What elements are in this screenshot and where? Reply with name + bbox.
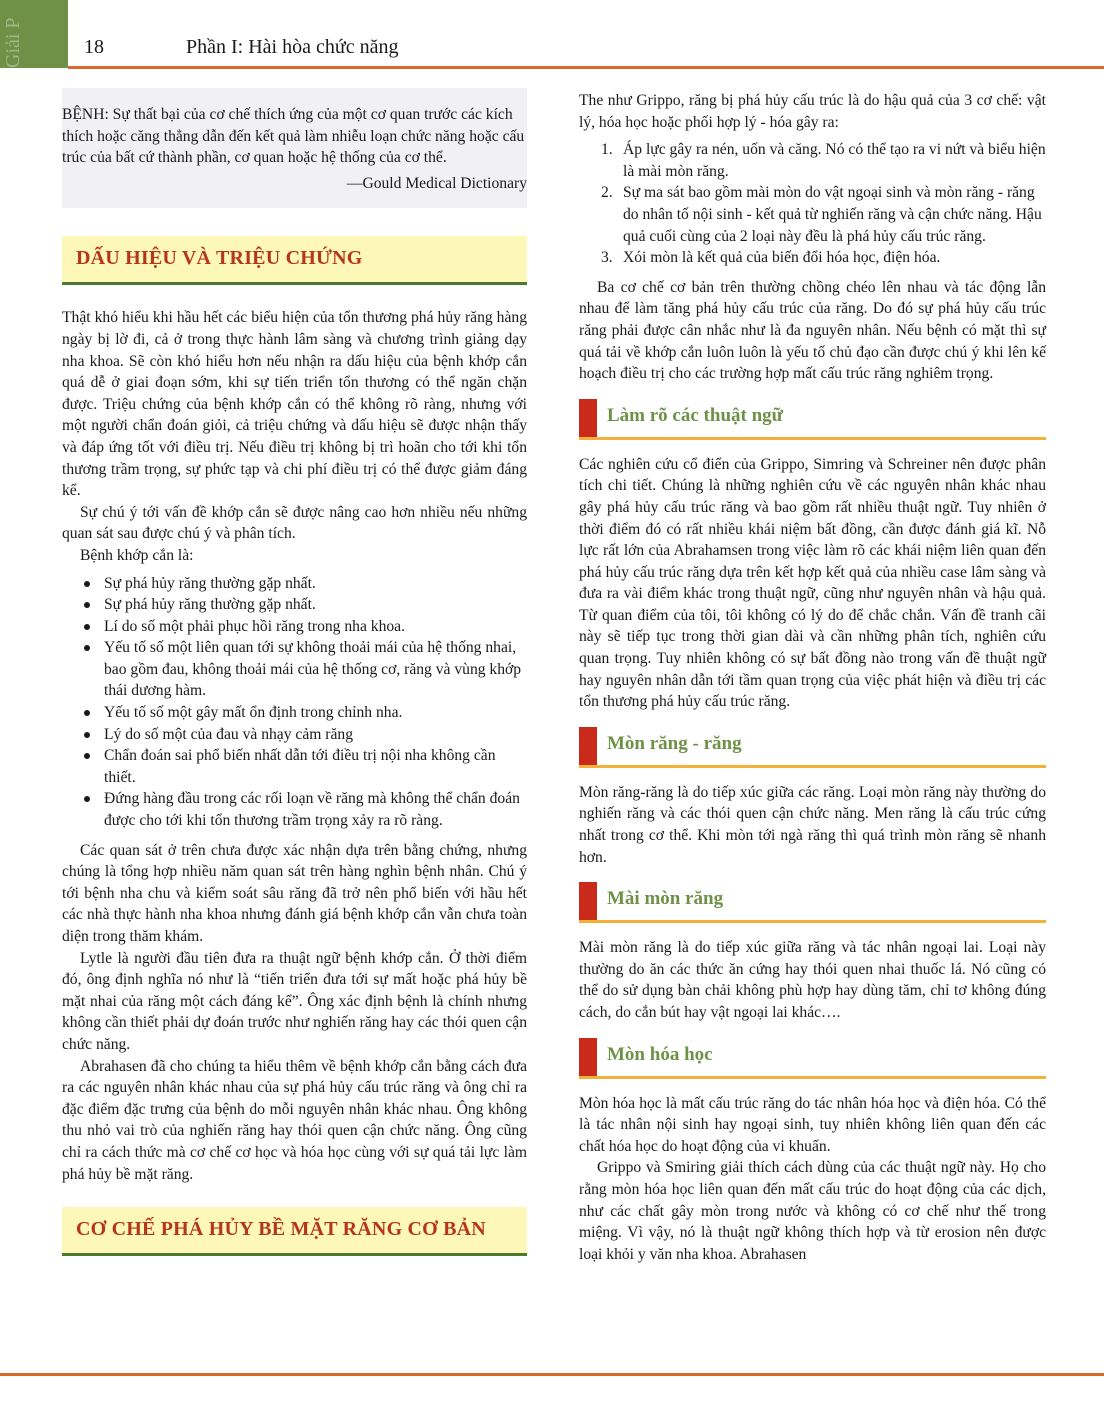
- paragraph: Ba cơ chế cơ bản trên thường chồng chéo lên nhau và tác động lẫn nhau để làm tăng phá hủy cấu trúc của răng. Do đó sự phá hủy cấu trúc răng phải được cân nhắc như là đa nguyên nhân. Nếu bệnh có mặt thì sự quá tải về khớp cắn luôn luôn là yếu tố chủ đạo cần được chú ý khi lên kế hoạch điều trị cho các trường hợp mất cấu trúc răng nghiêm trọng.: [579, 278, 1046, 383]
- list-item: Yếu tố số một liên quan tới sự không thoải mái của hệ thống nhai, bao gồm đau, không thoải mái của hệ thống cơ, răng và vùng khớp thái dương hàm.: [62, 637, 527, 702]
- quote-source: —Gould Medical Dictionary: [346, 174, 527, 192]
- list-item: 3. Xói mòn là kết quả của biến đổi hóa học, điện hóa.: [601, 249, 941, 267]
- bullet-icon: [84, 710, 90, 716]
- section-heading-mechanism: [62, 1207, 527, 1256]
- bullet-list: [62, 573, 527, 832]
- footer-rule: [0, 1373, 1104, 1376]
- subheading-underline: [579, 437, 1046, 440]
- list-item: 1. Áp lực gây ra nén, uốn và căng. Nó có thể tạo ra vi nứt và biểu hiện là mài mòn răng.: [601, 141, 1046, 180]
- paragraph: Các nghiên cứu cổ điển của Grippo, Simring và Schreiner nên được phân tích chi tiết. Chúng là những nghiên cứu về các nguyên nhân khác nhau gây phá hủy cấu trúc răng và bao gồm rất nhiều thuật ngữ. Tuy nhiên ở thời điểm đó có rất nhiều khái niệm bất đồng, cần được đánh giá kĩ. Nỗ lực rất lớn của Abrahamsen trong việc làm rõ các khái niệm liên quan đến phá hủy cấu trúc răng dựa trên kết hợp kết quả của nhiều case lâm sàng và đưa ra vài điểm khác trong thuật ngữ, cũng như nguyên nhân và hậu quả. Từ quan điểm của tôi, tôi không có lý do để chắc chắn. Vấn đề tranh cãi này sẽ tiếp tục trong thời gian dài và cần những phân tích, nghiên cứu quan trọng. Tuy nhiên không có sự bất đồng nào trong vấn đề thuật ngữ hay nguyên nhân dẫn tới tầm quan trọng của việc phát hiện và điều trị các tổn thương phá hủy cấu trúc răng.: [579, 455, 1046, 711]
- list-item: 2. Sự ma sát bao gồm mài mòn do vật ngoại sinh và mòn răng - răng do nhân tố nội sinh - kết quả từ nghiến răng và cận chức năng. Hậu quả cuối cùng của 2 loại này đều là phá hủy cấu trúc răng.: [601, 184, 1042, 245]
- section-title: DẤU HIỆU VÀ TRIỆU CHỨNG: [62, 236, 527, 282]
- bullet-icon: [84, 581, 90, 587]
- paragraph: Lytle là người đầu tiên đưa ra thuật ngữ bệnh khớp cắn. Ở thời điểm đó, ông định nghĩa nó như là “tiến triển đưa tới sự mất hoặc phá hủy bề mặt nhai của răng một cách đáng kể”. Ông xác định bệnh là chính nhưng không cần thiết phải dự đoán trước như nghiến răng hay các thói quen cận chức năng.: [62, 949, 527, 1053]
- bullet-icon: [84, 753, 90, 759]
- subheading-title: Làm rõ các thuật ngữ: [607, 404, 784, 426]
- section-heading-signs: [62, 236, 527, 285]
- paragraph: Mòn răng-răng là do tiếp xúc giữa các răng. Loại mòn răng này thường do nghiến răng và các thói quen cận chức năng. Men răng là cấu trúc cứng nhất trong cơ thể. Khi mòn tới ngà răng thì quá trình mòn răng sẽ nhanh hơn.: [579, 783, 1046, 866]
- bullet-icon: [84, 624, 90, 630]
- bullet-icon: [84, 732, 90, 738]
- bullet-icon: [84, 602, 90, 608]
- paragraph: Grippo và Smiring giải thích cách dùng của các thuật ngữ này. Họ cho rằng mòn hóa học liên quan đến mất cấu trúc do hoạt động của các dịch, như các chất gây mòn trong nước và không có cơ chế như thế trong miệng. Vì vậy, nó là thuật ngữ không thích hợp và từ erosion nên được loại khỏi y văn nha khoa. Abrahasen: [579, 1159, 1046, 1263]
- chapter-tab-text: Giải P: [2, 17, 24, 68]
- list-item: Lí do số một phải phục hồi răng trong nha khoa.: [62, 616, 527, 638]
- section-underline: [62, 282, 527, 285]
- subheading-title: Mài mòn răng: [607, 888, 724, 910]
- subheading-underline: [579, 920, 1046, 923]
- section-title: CƠ CHẾ PHÁ HỦY BỀ MẶT RĂNG CƠ BẢN: [62, 1207, 527, 1253]
- paragraph: Các quan sát ở trên chưa được xác nhận dựa trên bằng chứng, nhưng chúng là tổng hợp nhiều năm quan sát trên hàng nghìn bệnh nhân. Chú ý tới bệnh nha chu và kiểm soát sâu răng đã trở nên phổ biến với hầu hết các nhà thực hành nha khoa nhưng đánh giá bệnh khớp cắn vẫn chưa toàn diện trong thăm khám.: [62, 841, 527, 945]
- subheading-underline: [579, 1076, 1046, 1079]
- paragraph: Mòn hóa học là mất cấu trúc răng do tác nhân hóa học và điện hóa. Có thể là tác nhân nội sinh hay ngoại sinh, tuy nhiên không liên quan đến các chất hóa học do hoạt động của vi khuẩn.: [579, 1094, 1046, 1155]
- chapter-tab: [0, 0, 68, 68]
- subheading-title: Mòn hóa học: [607, 1043, 713, 1065]
- list-item: Yếu tố số một gây mất ổn định trong chỉnh nha.: [62, 702, 527, 724]
- paragraph: The như Grippo, răng bị phá hủy cấu trúc là do hậu quả của 3 cơ chế: vật lý, hóa học hoặc phối hợp lý - hóa gây ra:: [579, 92, 1046, 131]
- subheading-underline: [579, 765, 1046, 768]
- subheading-abrasion: [579, 882, 1046, 923]
- paragraph: Abrahasen đã cho chúng ta hiểu thêm về bệnh khớp cắn bằng cách đưa ra các nguyên nhân khác nhau của sự phá hủy cấu trúc răng và ông chỉ ra đặc điểm đặc trưng của bệnh do mỗi nguyên nhân khác nhau. Ông không thu nhỏ vai trò của nghiến răng hay thói quen cận chức năng. Ông cũng chỉ ra cách thức mà cơ chế cơ học và hóa học cùng với sự quá tải lực làm phá hủy bề mặt răng.: [62, 1057, 527, 1183]
- list-item: Lý do số một của đau và nhạy cảm răng: [62, 724, 527, 746]
- section-underline: [62, 1253, 527, 1256]
- heading-marker: [579, 1038, 597, 1076]
- chapter-title: Phần I: Hài hòa chức năng: [186, 36, 399, 58]
- list-item: Sự phá hủy răng thường gặp nhất.: [62, 573, 527, 595]
- list-item: Đứng hàng đầu trong các rối loạn về răng mà không thể chẩn đoán được cho tới khi tổn thương trầm trọng xảy ra rõ ràng.: [62, 788, 527, 831]
- paragraph: Sự chú ý tới vấn đề khớp cắn sẽ được nâng cao hơn nhiều nếu những quan sát sau được chú ý và phân tích.: [62, 503, 527, 543]
- subheading-terms: [579, 399, 1046, 440]
- paragraph: Bệnh khớp cắn là:: [80, 546, 194, 564]
- heading-marker: [579, 727, 597, 765]
- page-header: [0, 0, 1104, 68]
- right-column: [579, 90, 1046, 1265]
- bullet-icon: [84, 796, 90, 802]
- numbered-list: [579, 139, 1046, 269]
- list-item: Sự phá hủy răng thường gặp nhất.: [62, 594, 527, 616]
- subheading-attrition: [579, 727, 1046, 768]
- paragraph: Thật khó hiểu khi hầu hết các biểu hiện của tổn thương phá hủy răng hàng ngày bị lờ đi, cả ở trong thực hành lâm sàng và chương trình giảng dạy nha khoa. Sẽ còn khó hiểu hơn nếu nhận ra dấu hiệu của bệnh khớp cắn quá dễ ở giai đoạn sớm, khi sự tiến triển tổn thương có thể ngăn chặn được. Triệu chứng của bệnh khớp cắn có thể không rõ ràng, nhưng với một người chẩn đoán giỏi, cả triệu chứng và dấu hiệu sẽ được nhận thấy và đáp ứng tốt với điều trị. Nếu điều trị không bị trì hoãn cho tới khi tổn thương trầm trọng, sự phức tạp và chi phí điều trị có thể được giảm đáng kể.: [62, 309, 527, 500]
- page-number: 18: [84, 36, 104, 58]
- quote-text: BỆNH: Sự thất bại của cơ chế thích ứng của một cơ quan trước các kích thích hoặc căng thẳng dẫn đến kết quả làm nhiễu loạn chức năng hoặc cấu trúc của bất cứ thành phần, cơ quan hoặc hệ thống của cơ thể.: [62, 106, 525, 167]
- subheading-title: Mòn răng - răng: [607, 732, 742, 754]
- header-rule: [68, 66, 1104, 69]
- left-column: [62, 88, 527, 1270]
- bullet-icon: [84, 645, 90, 651]
- subheading-erosion: [579, 1038, 1046, 1079]
- heading-marker: [579, 882, 597, 920]
- list-item: Chẩn đoán sai phổ biến nhất dẫn tới điều trị nội nha không cần thiết.: [62, 745, 527, 788]
- definition-quote: [62, 88, 527, 208]
- heading-marker: [579, 399, 597, 437]
- paragraph: Mài mòn răng là do tiếp xúc giữa răng và tác nhân ngoại lai. Loại này thường do ăn các thức ăn cứng hay thói quen nhai thuốc lá. Nó cũng có thể do sử dụng bàn chải không phù hợp hay dùng tăm, chỉ tơ không đúng cách, do cắn bút hay vật ngoại lai khác….: [579, 939, 1046, 1021]
